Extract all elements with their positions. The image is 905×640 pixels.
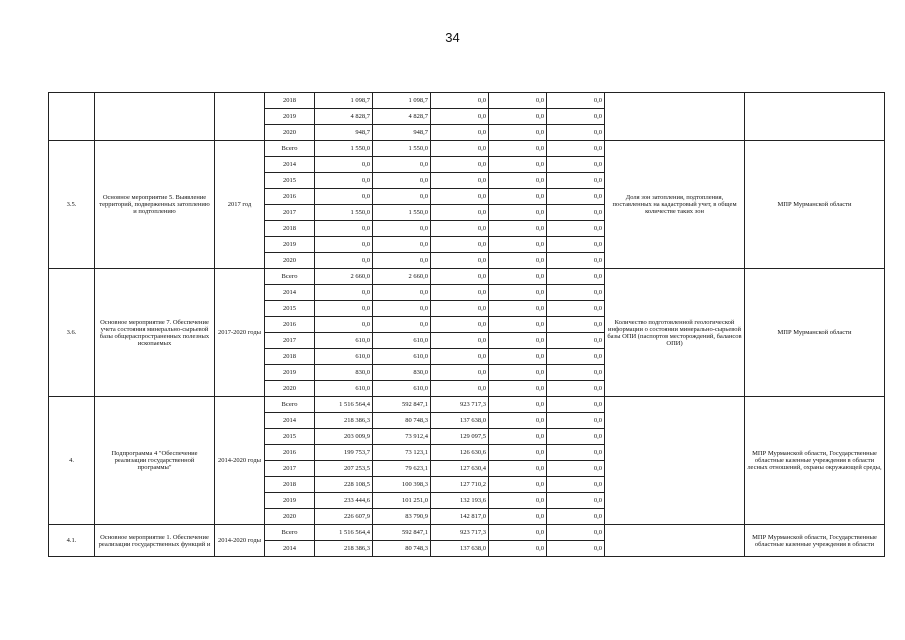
table-row: 2020 0,0 0,0 0,0 0,0 0,0: [49, 253, 885, 269]
table-row: 4.1. Основное мероприятие 1. Обеспечение реализации государственных функций и 2014-2020 годы Всего 1 516 564,4 592 847,1 923 717,3 0,0 0,0 МПР Мурманской области, Государственные областные казенные учреждения в области: [49, 525, 885, 541]
item-number-cell: [49, 93, 95, 141]
table-row: 2017 610,0 610,0 0,0 0,0 0,0: [49, 333, 885, 349]
table-row: 2019 4 828,7 4 828,7 0,0 0,0 0,0: [49, 109, 885, 125]
table-row: 2016 199 753,7 73 123,1 126 630,6 0,0 0,0: [49, 445, 885, 461]
executor-cell: [745, 93, 885, 141]
executor-cell: МПР Мурманской области, Государственные областные казенные учреждения в области лесных отношений, охраны окружающей среды,: [745, 397, 885, 525]
table-row: 2016 0,0 0,0 0,0 0,0 0,0: [49, 189, 885, 205]
indicator-cell: [605, 93, 745, 141]
page-number: 34: [445, 30, 460, 45]
table-row: 2015 0,0 0,0 0,0 0,0 0,0: [49, 301, 885, 317]
item-number-cell: 4.: [49, 397, 95, 525]
item-name-cell: Основное мероприятие 7. Обеспечение учета состояния минерально-сырьевой базы общераспространенных полезных ископаемых: [95, 269, 215, 397]
executor-cell: МПР Мурманской области: [745, 141, 885, 269]
table-row: 3.6. Основное мероприятие 7. Обеспечение учета состояния минерально-сырьевой базы общераспространенных полезных ископаемых 2017-2020 годы Всего 2 660,0 2 660,0 0,0 0,0 0,0 Количество подготовленной геологической информации о состоянии минерально-сырьевой базы ОПИ (паспортов месторождений, балансов ОПИ) МПР Мурманской области: [49, 269, 885, 285]
table-row: 2017 1 550,0 1 550,0 0,0 0,0 0,0: [49, 205, 885, 221]
table-row: 2015 0,0 0,0 0,0 0,0 0,0: [49, 173, 885, 189]
item-name-cell: [95, 93, 215, 141]
executor-cell: МПР Мурманской области, Государственные областные казенные учреждения в области: [745, 525, 885, 557]
indicator-cell: [605, 525, 745, 557]
indicator-cell: Доля зон затопления, подтопления, поставленных на кадастровый учет, в общем количестве таких зон: [605, 141, 745, 269]
table-row: 3.5. Основное мероприятие 5. Выявление территорий, подверженных затоплению и подтоплению 2017 год Всего 1 550,0 1 550,0 0,0 0,0 0,0 Доля зон затопления, подтопления, поставленных на кадастровый учет, в общем количестве таких зон МПР Мурманской области: [49, 141, 885, 157]
item-number-cell: 3.5.: [49, 141, 95, 269]
table-row: 2020 226 607,9 83 790,9 142 817,0 0,0 0,0: [49, 509, 885, 525]
item-name-cell: Основное мероприятие 5. Выявление территорий, подверженных затоплению и подтоплению: [95, 141, 215, 269]
table-row: 2020 948,7 948,7 0,0 0,0 0,0: [49, 125, 885, 141]
table-row: 2020 610,0 610,0 0,0 0,0 0,0: [49, 381, 885, 397]
program-table: [48, 92, 884, 578]
indicator-cell: [605, 397, 745, 525]
item-period-cell: [215, 93, 265, 141]
table-row: 2014 0,0 0,0 0,0 0,0 0,0: [49, 157, 885, 173]
item-period-cell: 2017-2020 годы: [215, 269, 265, 397]
table-row: 2016 0,0 0,0 0,0 0,0 0,0: [49, 317, 885, 333]
table-row: 2018 610,0 610,0 0,0 0,0 0,0: [49, 349, 885, 365]
item-period-cell: 2017 год: [215, 141, 265, 269]
item-number-cell: 3.6.: [49, 269, 95, 397]
table-row: 2019 830,0 830,0 0,0 0,0 0,0: [49, 365, 885, 381]
table-row: 2018 1 098,7 1 098,7 0,0 0,0 0,0: [49, 93, 885, 109]
executor-cell: МПР Мурманской области: [745, 269, 885, 397]
table-row: 2017 207 253,5 79 623,1 127 630,4 0,0 0,0: [49, 461, 885, 477]
table-row: 2014 0,0 0,0 0,0 0,0 0,0: [49, 285, 885, 301]
item-period-cell: 2014-2020 годы: [215, 397, 265, 525]
table-row: 4. Подпрограмма 4 "Обеспечение реализации государственной программы" 2014-2020 годы Всего 1 516 564,4 592 847,1 923 717,3 0,0 0,0 МПР Мурманской области, Государственные областные казенные учреждения в области лесных отношений, охраны окружающей среды,: [49, 397, 885, 413]
item-name-cell: Подпрограмма 4 "Обеспечение реализации государственной программы": [95, 397, 215, 525]
table-row: 2014 218 386,3 80 748,3 137 638,0 0,0 0,0: [49, 541, 885, 557]
item-number-cell: 4.1.: [49, 525, 95, 557]
table-row: 2018 228 108,5 100 398,3 127 710,2 0,0 0,0: [49, 477, 885, 493]
item-period-cell: 2014-2020 годы: [215, 525, 265, 557]
table-row: 2018 0,0 0,0 0,0 0,0 0,0: [49, 221, 885, 237]
table-row: 2014 218 386,3 80 748,3 137 638,0 0,0 0,0: [49, 413, 885, 429]
table-row: 2019 233 444,6 101 251,0 132 193,6 0,0 0,0: [49, 493, 885, 509]
table-row: 2019 0,0 0,0 0,0 0,0 0,0: [49, 237, 885, 253]
item-name-cell: Основное мероприятие 1. Обеспечение реализации государственных функций и: [95, 525, 215, 557]
indicator-cell: Количество подготовленной геологической информации о состоянии минерально-сырьевой базы ОПИ (паспортов месторождений, балансов ОПИ): [605, 269, 745, 397]
table-row: 2015 203 009,9 73 912,4 129 097,5 0,0 0,0: [49, 429, 885, 445]
